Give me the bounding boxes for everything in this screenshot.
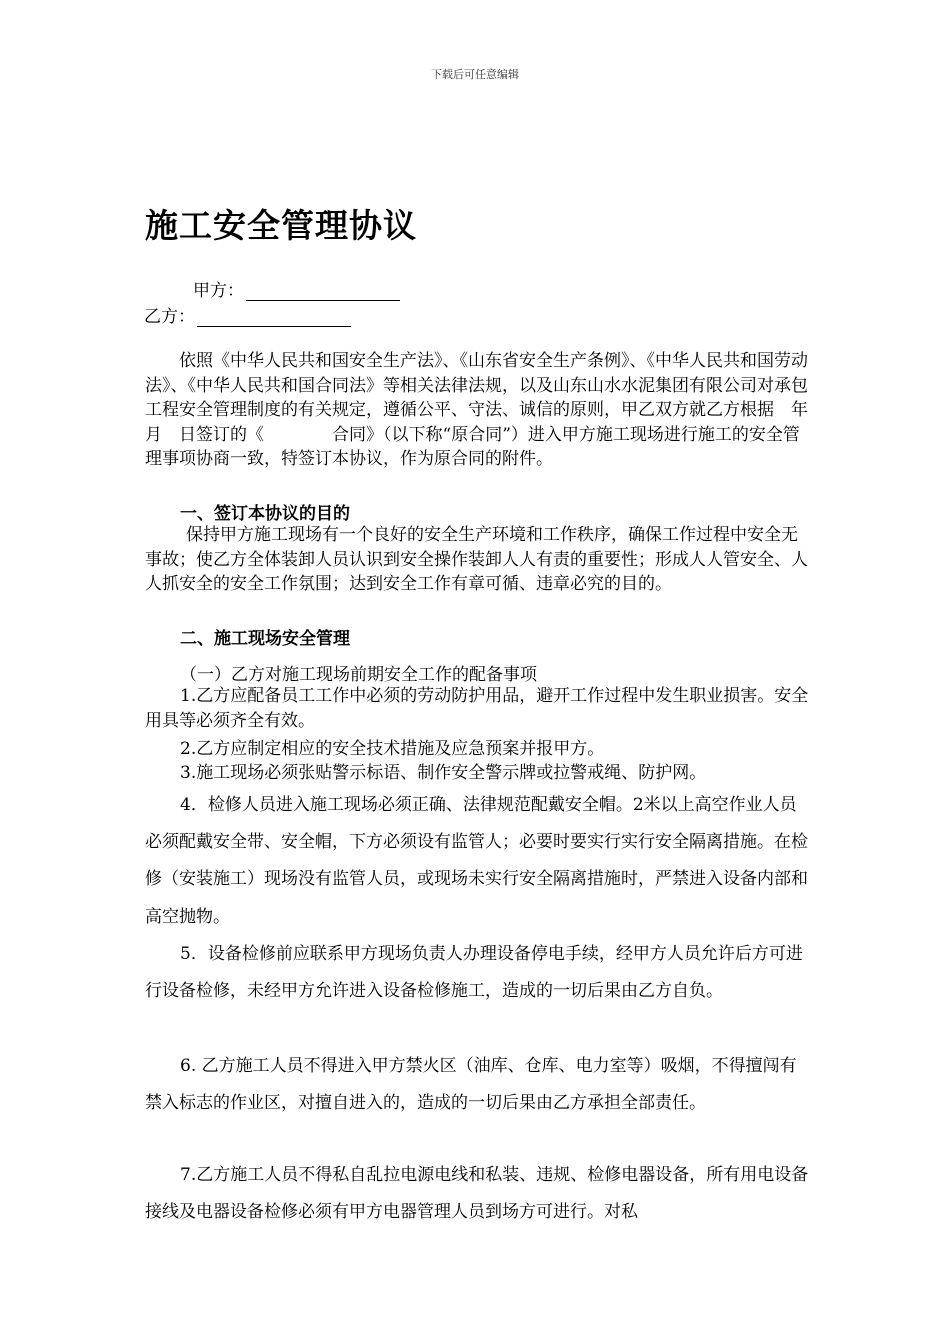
section2-heading: 二、施工现场安全管理: [180, 629, 350, 649]
party-a-blank: [246, 282, 400, 301]
section1-heading: 一、签订本协议的目的: [180, 504, 350, 524]
item5-paragraph: 5．设备检修前应联系甲方现场负责人办理设备停电手续，经甲方人员允许后方可进行设备检修，未经甲方允许进入设备检修施工，造成的一切后果由乙方自负。: [145, 944, 803, 1002]
item4-paragraph: 4．检修人员进入施工现场必须正确、法律规范配戴安全帽。2米以上高空作业人员必须配戴安全带、安全帽，下方必须设有监管人；必要时要实行实行安全隔离措施。在检修（安装施工）现场没有监管人员，或现场未实行安全隔离措施时，严禁进入设备内部和高空抛物。: [145, 795, 808, 927]
party-b-line: [144, 302, 351, 327]
party-b-blank: [197, 308, 351, 327]
party-a-label: 甲方：: [193, 281, 244, 301]
intro-paragraph: 依照《中华人民共和国安全生产法》、《山东省安全生产条例》、《中华人民共和国劳动法》、《中华人民共和国合同法》等相关法律法规，以及山东山水水泥集团有限公司对承包工程安全管理制度的有关规定，遵循公平、守法、诚信的原则，甲乙双方就乙方根据 年 月 日签订的《 合同》（以下称“原合同”）进入甲方施工现场进行施工的安全管理事项协商一致，特签订本协议，作为原合同的附件。: [145, 351, 825, 470]
party-b-label: 乙方：: [144, 307, 195, 327]
item3-paragraph: 3.施工现场必须张贴警示标语、制作安全警示牌或拉警戒绳、防护网。: [180, 763, 707, 783]
item2-paragraph: 2.乙方应制定相应的安全技术措施及应急预案并报甲方。: [180, 739, 605, 759]
document-title: 施工安全管理协议: [145, 206, 417, 245]
header-note: 下载后可任意编辑: [431, 68, 519, 81]
subsection1-heading: （一）乙方对施工现场前期安全工作的配备事项: [180, 665, 537, 685]
party-a-line: [193, 276, 400, 301]
item1-paragraph: 1.乙方应配备员工工作中必须的劳动防护用品，避开工作过程中发生职业损害。安全用具等必须齐全有效。: [145, 686, 809, 731]
item7-paragraph: 7.乙方施工人员不得私自乱拉电源电线和私装、违规、检修电器设备，所有用电设备接线及电器设备检修必须有甲方电器管理人员到场方可进行。对私: [145, 1165, 809, 1223]
section1-body: 保持甲方施工现场有一个良好的安全生产环境和工作秩序，确保工作过程中安全无事故；使乙方全体装卸人员认识到安全操作装卸人人有责的重要性；形成人人管安全、人人抓安全的安全工作氛围；达到安全工作有章可循、违章必究的目的。: [145, 525, 808, 595]
item6-paragraph: 6. 乙方施工人员不得进入甲方禁火区（油库、仓库、电力室等）吸烟，不得擅闯有禁入标志的作业区，对擅自进入的，造成的一切后果由乙方承担全部责任。: [145, 1056, 797, 1114]
